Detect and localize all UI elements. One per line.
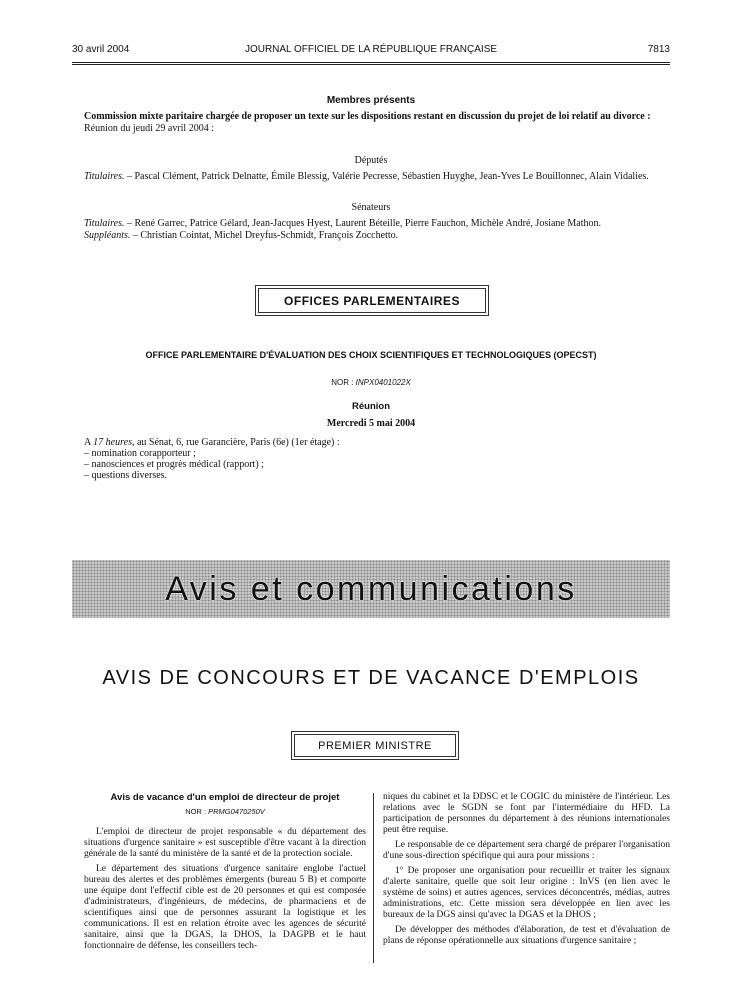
suppleants-names: – Christian Cointat, Michel Dreyfus-Schmidt, François Zocchetto. bbox=[130, 229, 399, 241]
deputes-names: – Pascal Clément, Patrick Delnatte, Émile Blessig, Valérie Pecresse, Sébastien Huyghe, Jean-Yves Le Bouillonnec, Alain Vidalies. bbox=[124, 171, 649, 182]
agenda-item: – nanosciences et progrès médical (rapport) ; bbox=[84, 459, 264, 470]
agenda-item: – nomination corapporteur ; bbox=[84, 448, 196, 459]
vacance-title: Avis de vacance d'un emploi de directeur de projet bbox=[110, 792, 340, 803]
avis-banner-title: Avis et communications bbox=[165, 569, 577, 608]
senateurs-list bbox=[84, 218, 670, 241]
left-paragraph: Le département des situations d'urgence sanitaire englobe l'actuel bureau des alertes et des problèmes émergents (bureau 5 B) et comporte une équipe dont l'effectif cible est de 20 personnes et qui est composée d'administrateurs, d'ingénieurs, de médecins, de pharmaciens et de scientifiques ainsi que de personnes assurant la logistique et les communications. Il est en relation étroite avec les agences de sécurité sanitaire, ainsi que la DGAS, la DHOS, la DAGPB et le haut fonctionnaire de défense, les conseillers tech- bbox=[84, 864, 366, 951]
commission-block bbox=[84, 111, 670, 134]
titulaires-label: Titulaires. bbox=[84, 171, 125, 182]
nor-label: NOR : bbox=[331, 378, 356, 387]
right-paragraph: niques du cabinet et la DDSC et le COGIC du ministère de l'intérieur. Les relations avec le SGDN se font par l'intermédiaire du HFD. La participation de personnes du département à des réunions internationales peut être requise. bbox=[383, 792, 670, 835]
office-agenda bbox=[84, 437, 670, 481]
senateurs-names: – René Garrec, Patrice Gélard, Jean-Jacques Hyest, Laurent Béteille, Pierre Fauchon, Michèle André, Josiane Mathon. bbox=[124, 218, 601, 229]
agenda-item: – questions diverses. bbox=[84, 470, 168, 481]
left-column bbox=[84, 792, 366, 956]
premier-ministre-box bbox=[294, 734, 456, 757]
suppleants-label: Suppléants. bbox=[84, 229, 131, 241]
offices-box-title: OFFICES PARLEMENTAIRES bbox=[284, 293, 460, 308]
vacance-nor-label: NOR : bbox=[185, 807, 209, 816]
header-date: 30 avril 2004 bbox=[72, 44, 130, 55]
right-paragraph: De développer des méthodes d'élaboration, de test et d'évaluation de plans de réponse opérationnelle aux situations d'urgence sanitaire ; bbox=[383, 925, 670, 946]
commission-text: Commission mixte paritaire chargée de proposer un texte sur les dispositions restant en discussion du projet de loi relatif au divorce : bbox=[84, 111, 651, 122]
offices-box bbox=[258, 288, 486, 313]
reunion-date: Réunion du jeudi 29 avril 2004 : bbox=[84, 122, 214, 134]
senateurs-titulaires-label: Titulaires. bbox=[84, 218, 125, 229]
column-divider bbox=[373, 793, 374, 963]
meeting-location: , au Sénat, 6, rue Garancière, Paris (6e) (1er étage) : bbox=[131, 437, 340, 448]
office-title: OFFICE PARLEMENTAIRE D'ÉVALUATION DES CHOIX SCIENTIFIQUES ET TECHNOLOGIQUES (OPECST) bbox=[145, 350, 597, 360]
header-rule bbox=[72, 62, 670, 65]
membres-heading: Membres présents bbox=[326, 95, 416, 106]
senateurs-heading: Sénateurs bbox=[351, 202, 391, 213]
office-reunion-date: Mercredi 5 mai 2004 bbox=[326, 418, 416, 429]
premier-ministre-title: PREMIER MINISTRE bbox=[318, 739, 432, 752]
meeting-time: 17 heures bbox=[93, 437, 132, 448]
vacance-nor-value: PRMG0470250V bbox=[208, 807, 265, 816]
office-reunion-heading: Réunion bbox=[352, 401, 390, 412]
right-column bbox=[383, 792, 670, 951]
deputes-heading: Députés bbox=[354, 155, 388, 166]
office-nor bbox=[72, 378, 670, 387]
nor-value: INPX0401022X bbox=[355, 378, 411, 387]
right-paragraph: Le responsable de ce département sera chargé de préparer l'organisation d'une sous-direction spécifique qui aura pour missions : bbox=[383, 840, 670, 861]
deputes-list bbox=[84, 171, 670, 183]
page-number: 7813 bbox=[647, 44, 670, 55]
vacance-nor bbox=[84, 806, 366, 817]
right-paragraph: 1° De proposer une organisation pour recueillir et traiter les signaux d'alerte sanitaire, quelle que soit leur origine : InVS (en lien avec le système de soins) et autres agences, services déconcentrés, médias, autres administrations, etc. Cette mission sera développée en lien avec les bureaux de la DGS ainsi qu'avec la DGAS et la DHOS ; bbox=[383, 866, 670, 920]
left-paragraph: L'emploi de directeur de projet responsable « du département des situations d'urgence sanitaire » est susceptible d'être vacant à la direction générale de la santé du ministère de la santé et de la protection sociale. bbox=[84, 827, 366, 859]
time-prefix: A bbox=[84, 437, 94, 448]
avis-banner bbox=[72, 560, 670, 618]
journal-title: JOURNAL OFFICIEL DE LA RÉPUBLIQUE FRANÇAISE bbox=[244, 44, 498, 55]
concours-title: AVIS DE CONCOURS ET DE VACANCE D'EMPLOIS bbox=[102, 667, 640, 689]
